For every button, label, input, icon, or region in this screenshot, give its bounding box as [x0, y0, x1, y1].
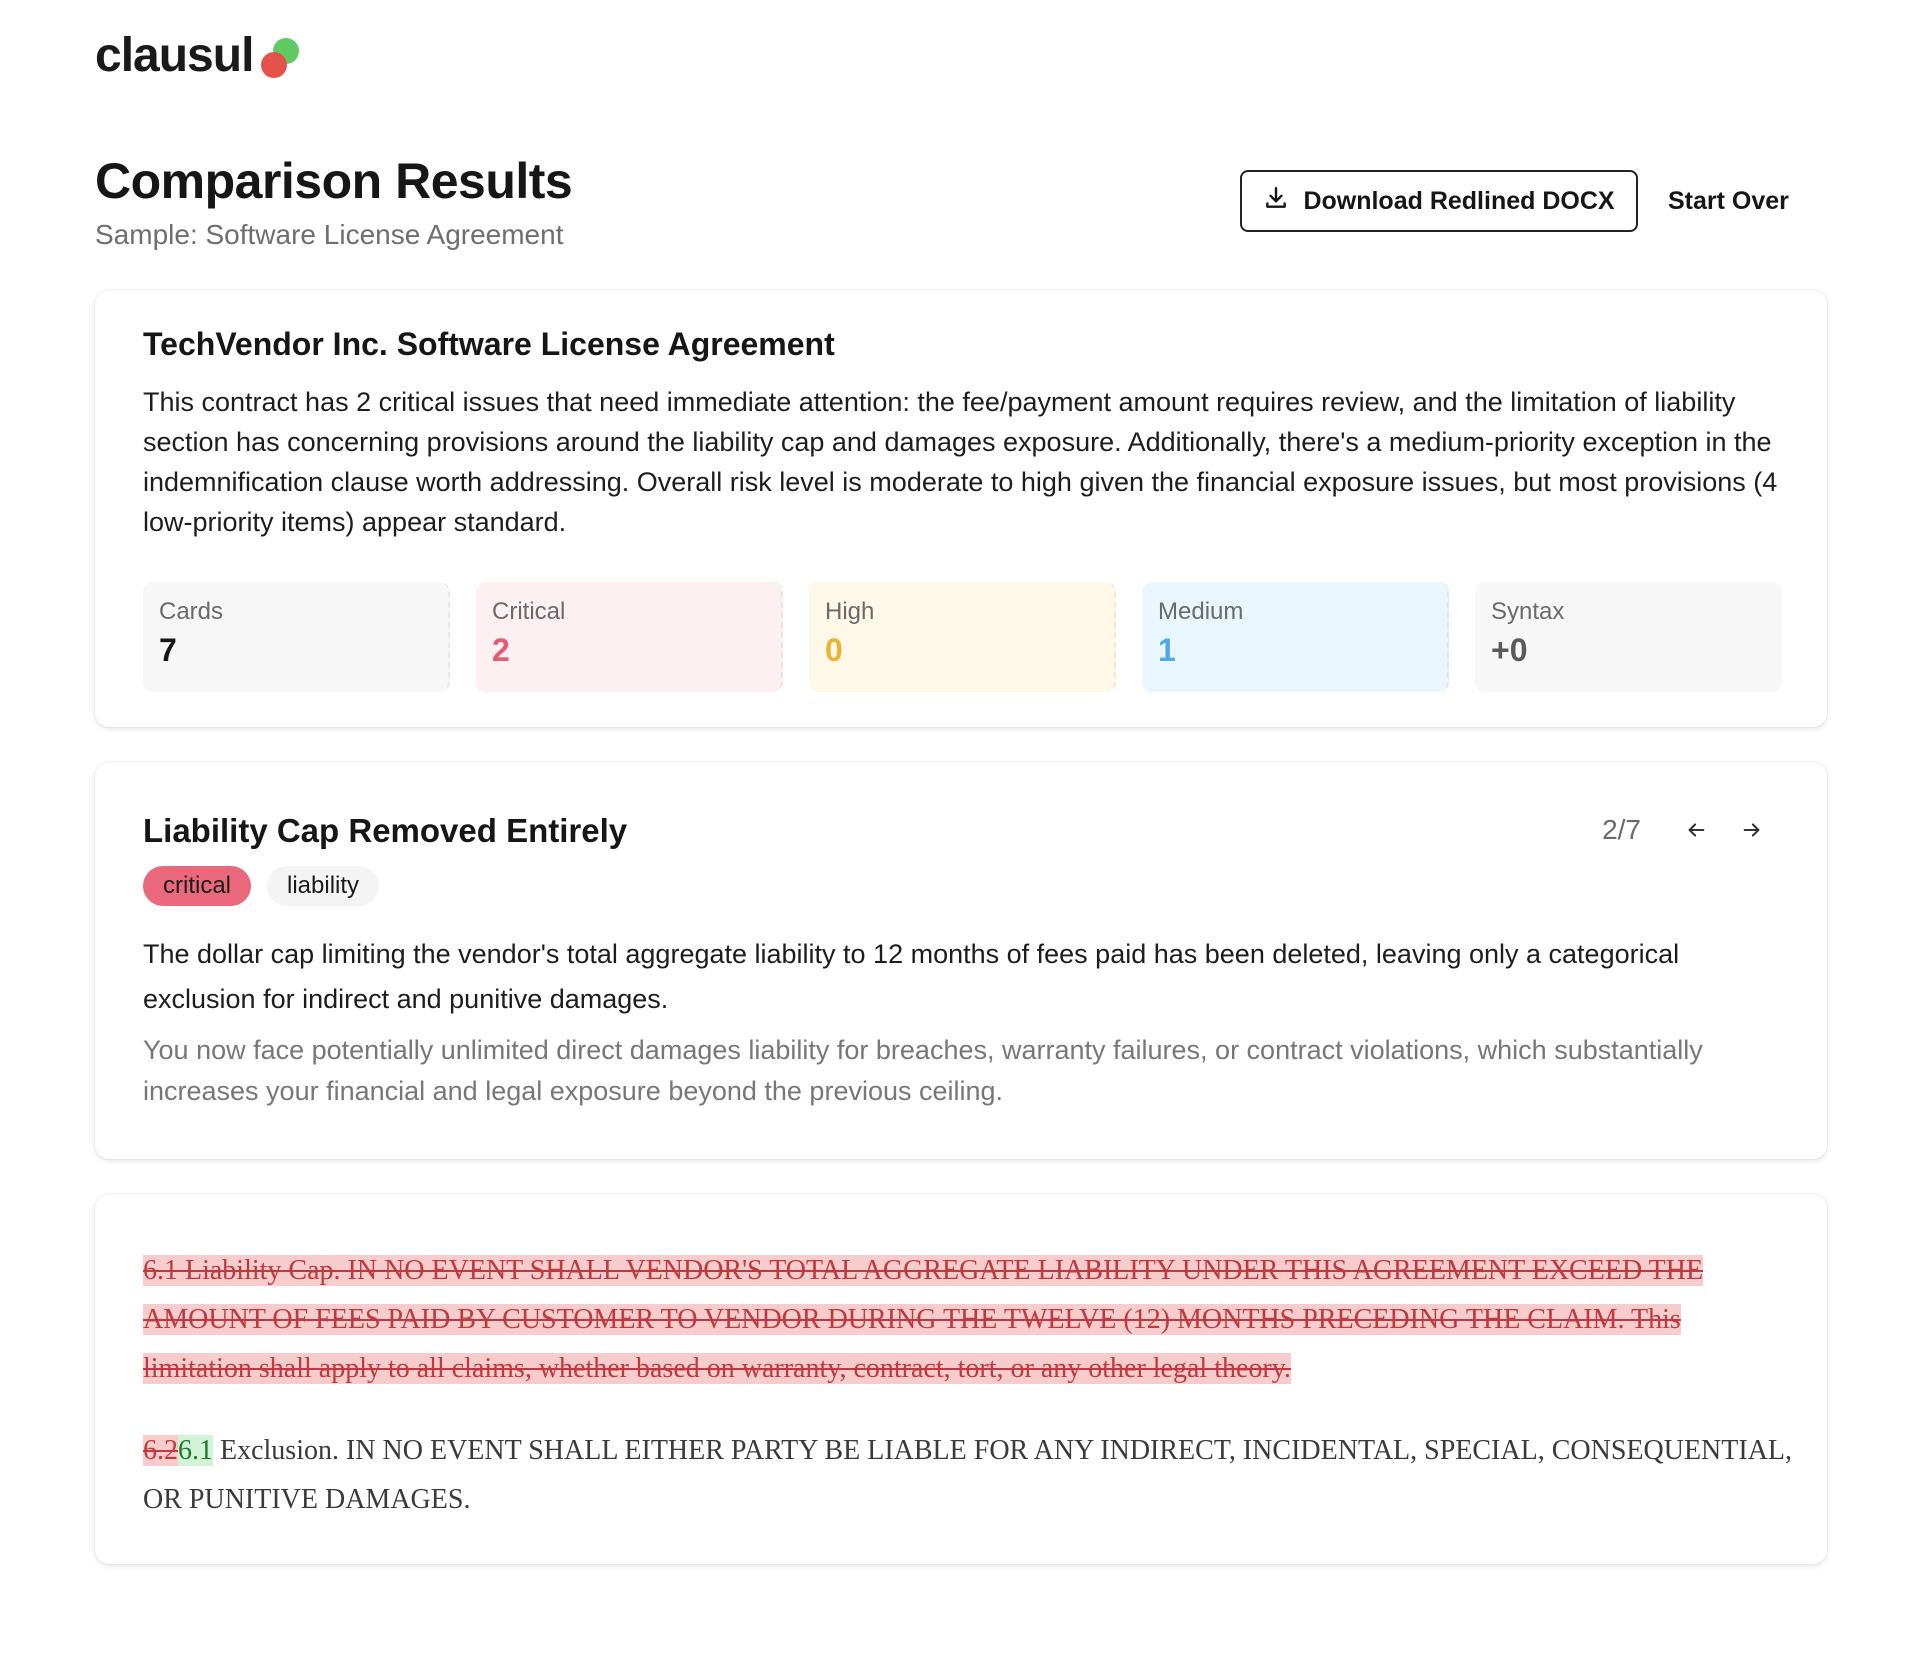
issue-tags: [143, 866, 379, 906]
summary-text: This contract has 2 critical issues that need immediate attention: the fee/payment amount requires review, and the limitation of liability section has concerning provisions around the liability cap and damages exposure. Additionally, there's a medium-priority exception in the indemnification clause worth addressing. Overall risk level is moderate to high given the financial exposure issues, but most provisions (4 low-priority items) appear standard.: [143, 387, 1778, 537]
logo[interactable]: [95, 28, 301, 83]
redline-card: [95, 1194, 1827, 1564]
stat-label: Medium: [1158, 598, 1244, 625]
stats-row: [143, 582, 1782, 692]
issue-description: The dollar cap limiting the vendor's total aggregate liability to 12 months of fees paid has been deleted, leaving only a categorical exclusion for indirect and punitive damages.: [143, 939, 1680, 1014]
redline-modified-paragraph: [143, 1426, 1793, 1524]
stat-high: [809, 582, 1116, 692]
start-over-button[interactable]: Start Over: [1668, 186, 1789, 215]
stat-value: +0: [1491, 632, 1528, 668]
arrow-left-icon[interactable]: [1681, 815, 1711, 845]
deleted-number: 6.2: [143, 1435, 178, 1466]
tag-liability: liability: [267, 866, 379, 906]
stat-value: 2: [492, 632, 510, 668]
page-subtitle: Sample: Software License Agreement: [95, 219, 564, 250]
unchanged-text: Exclusion. IN NO EVENT SHALL EITHER PARTY BE LIABLE FOR ANY INDIRECT, INCIDENTAL, SPECIAL, CONSEQUENTIAL, OR PUNITIVE DAMAGES.: [143, 1435, 1793, 1515]
download-redlined-docx-button[interactable]: [1240, 170, 1638, 232]
summary-card: [95, 290, 1827, 727]
stat-critical: [476, 582, 783, 692]
issue-impact: You now face potentially unlimited direct damages liability for breaches, warranty failures, or contract violations, which substantially increases your financial and legal exposure beyond the previous ceiling.: [143, 1035, 1703, 1106]
deleted-text: 6.1 Liability Cap. IN NO EVENT SHALL VENDOR'S TOTAL AGGREGATE LIABILITY UNDER THIS AGREEMENT EXCEED THE AMOUNT OF FEES PAID BY CUSTOMER TO VENDOR DURING THE TWELVE (12) MONTHS PRECEDING THE CLAIM. This limitation shall apply to all claims, whether based on warranty, contract, tort, or any other legal theory.: [143, 1255, 1704, 1384]
stat-cards: [143, 582, 450, 692]
logo-dots-icon: [257, 38, 301, 82]
redline-deleted-paragraph: [143, 1246, 1793, 1393]
issue-navigation: [1602, 814, 1767, 846]
stat-value: 1: [1158, 632, 1176, 668]
stat-label: High: [825, 598, 875, 625]
stat-syntax: [1475, 582, 1782, 692]
issue-counter: 2/7: [1602, 814, 1641, 845]
arrow-right-icon[interactable]: [1737, 815, 1767, 845]
download-icon: [1263, 185, 1289, 218]
summary-title: TechVendor Inc. Software License Agreement: [143, 326, 835, 362]
logo-text: clausul: [95, 29, 254, 82]
stat-value: 0: [825, 632, 843, 668]
issue-title: Liability Cap Removed Entirely: [143, 812, 628, 849]
stat-label: Syntax: [1491, 598, 1565, 625]
issue-card: [95, 762, 1827, 1159]
stat-label: Critical: [492, 598, 566, 625]
download-button-label: Download Redlined DOCX: [1303, 186, 1615, 215]
page-title: Comparison Results: [95, 153, 573, 209]
stat-label: Cards: [159, 598, 224, 625]
stat-medium: [1142, 582, 1449, 692]
tag-critical: critical: [143, 866, 251, 906]
stat-value: 7: [159, 632, 177, 668]
inserted-number: 6.1: [178, 1435, 213, 1466]
logo-dot-red: [261, 52, 287, 78]
